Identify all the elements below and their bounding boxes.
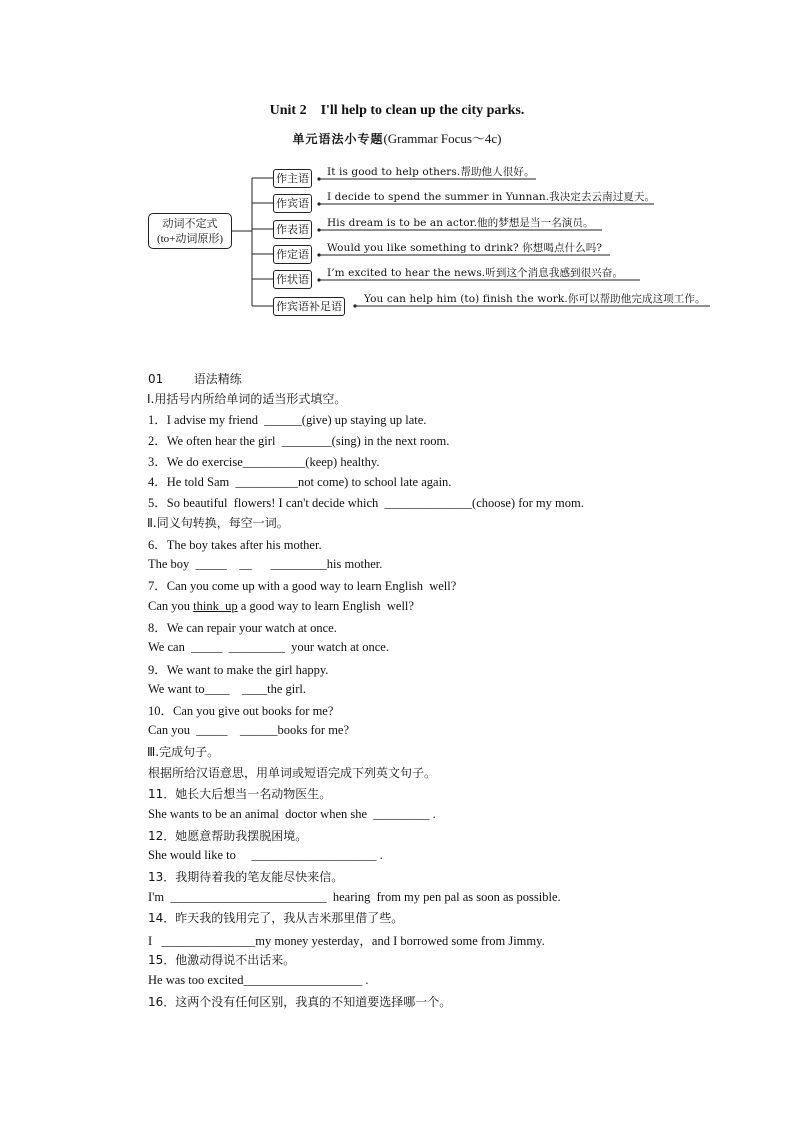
part3-instruction: 根据所给汉语意思，用单词或短语完成下列英文句子。 [148,766,437,780]
branch-example-adverbial: I’m excited to hear the news.听到这个消息我感到很兴奋。 [327,267,624,279]
branch-example-attributive: Would you like something to drink? 你想喝点什么吗? [327,242,603,254]
subtitle-cn: 单元语法小专题 [292,132,384,146]
exercise-item-9-question: 9．We want to make the girl happy. [148,663,329,677]
exercise-item-11-en: She wants to be an animal doctor when she _________ . [148,807,436,821]
exercise-item-8-answer: We can _____ _________ your watch at once. [148,640,389,654]
part1-heading: Ⅰ.用括号内所给单词的适当形式填空。 [147,392,347,406]
exercise-item-5: 5．So beautiful flowers! I can't decide which ______________(choose) for my mom. [148,496,584,510]
branch-example-object-complement: You can help him (to) finish the work.你可以帮助他完成这项工作。 [364,293,706,305]
exercise-item-15-cn: 15．他激动得说不出话来。 [148,953,296,967]
branch-example-object: I decide to spend the summer in Yunnan.我决定去云南过夏天。 [327,191,656,203]
exercise-item-9-answer: We want to____ ____the girl. [148,682,306,696]
branch-label-attributive: 作定语 [273,245,312,264]
branch-label-predicative: 作表语 [273,220,312,239]
branch-example-subject: It is good to help others.帮助他人很好。 [327,166,535,178]
exercise-item-12-cn: 12．她愿意帮助我摆脱困境。 [148,829,308,843]
branch-label-subject: 作主语 [273,169,312,188]
exercise-item-6-answer: The boy _____ __ _________his mother. [148,557,383,571]
exercise-item-2: 2．We often hear the girl ________(sing) in the next room. [148,434,450,448]
exercise-item-13-cn: 13．我期待着我的笔友能尽快来信。 [148,870,344,884]
branch-label-object: 作宾语 [273,194,312,213]
answer-up: up [225,599,238,613]
exercise-item-12-en: She would like to ____________________ . [148,848,383,862]
branch-label-object-complement: 作宾语补足语 [273,297,345,316]
part2-heading: Ⅱ.同义句转换，每空一词。 [147,516,289,530]
exercise-item-11-cn: 11．她长大后想当一名动物医生。 [148,787,332,801]
answer-think: think [193,599,219,613]
exercise-item-10-question: 10．Can you give out books for me? [148,704,334,718]
section-header [148,370,242,387]
exercise-item-13-en: I'm _________________________ hearing from my pen pal as soon as possible. [148,890,561,904]
exercise-item-15-en: He was too excited___________________ . [148,973,369,987]
exercise-item-10-answer: Can you _____ ______books for me? [148,723,350,737]
exercise-item-14-cn: 14．昨天我的钱用完了，我从吉米那里借了些。 [148,911,404,925]
exercise-item-8-question: 8．We can repair your watch at once. [148,621,337,635]
exercise-item-16-cn: 16．这两个没有任何区别，我真的不知道要选择哪一个。 [148,995,452,1009]
exercise-item-7-answer: Can you think up a good way to learn English well? [148,599,414,613]
subtitle-en: (Grammar Focus～4c) [383,131,502,146]
root-line-1: 动词不定式 [162,218,218,230]
exercise-item-14-en: I _______________my money yesterday，and I borrowed some from Jimmy. [148,934,545,948]
exercise-item-4: 4．He told Sam __________not come) to school late again. [148,475,452,489]
page-title: Unit 2 I'll help to clean up the city parks. [269,103,525,118]
root-line-2: (to+动词原形) [156,233,224,245]
branch-example-predicative: His dream is to be an actor.他的梦想是当一名演员。 [327,217,594,229]
part3-heading: Ⅲ.完成句子。 [147,745,220,759]
exercise-item-6-question: 6．The boy takes after his mother. [148,538,322,552]
mindmap-root [148,213,232,249]
exercise-item-1: 1．I advise my friend ______(give) up staying up late. [148,413,427,427]
exercise-item-7-question: 7．Can you come up with a good way to learn English well? [148,579,457,593]
section-name: 语法精练 [193,372,242,386]
branch-label-adverbial: 作状语 [273,270,312,289]
section-number: 01 [148,372,164,386]
exercise-item-3: 3．We do exercise__________(keep) healthy. [148,455,380,469]
